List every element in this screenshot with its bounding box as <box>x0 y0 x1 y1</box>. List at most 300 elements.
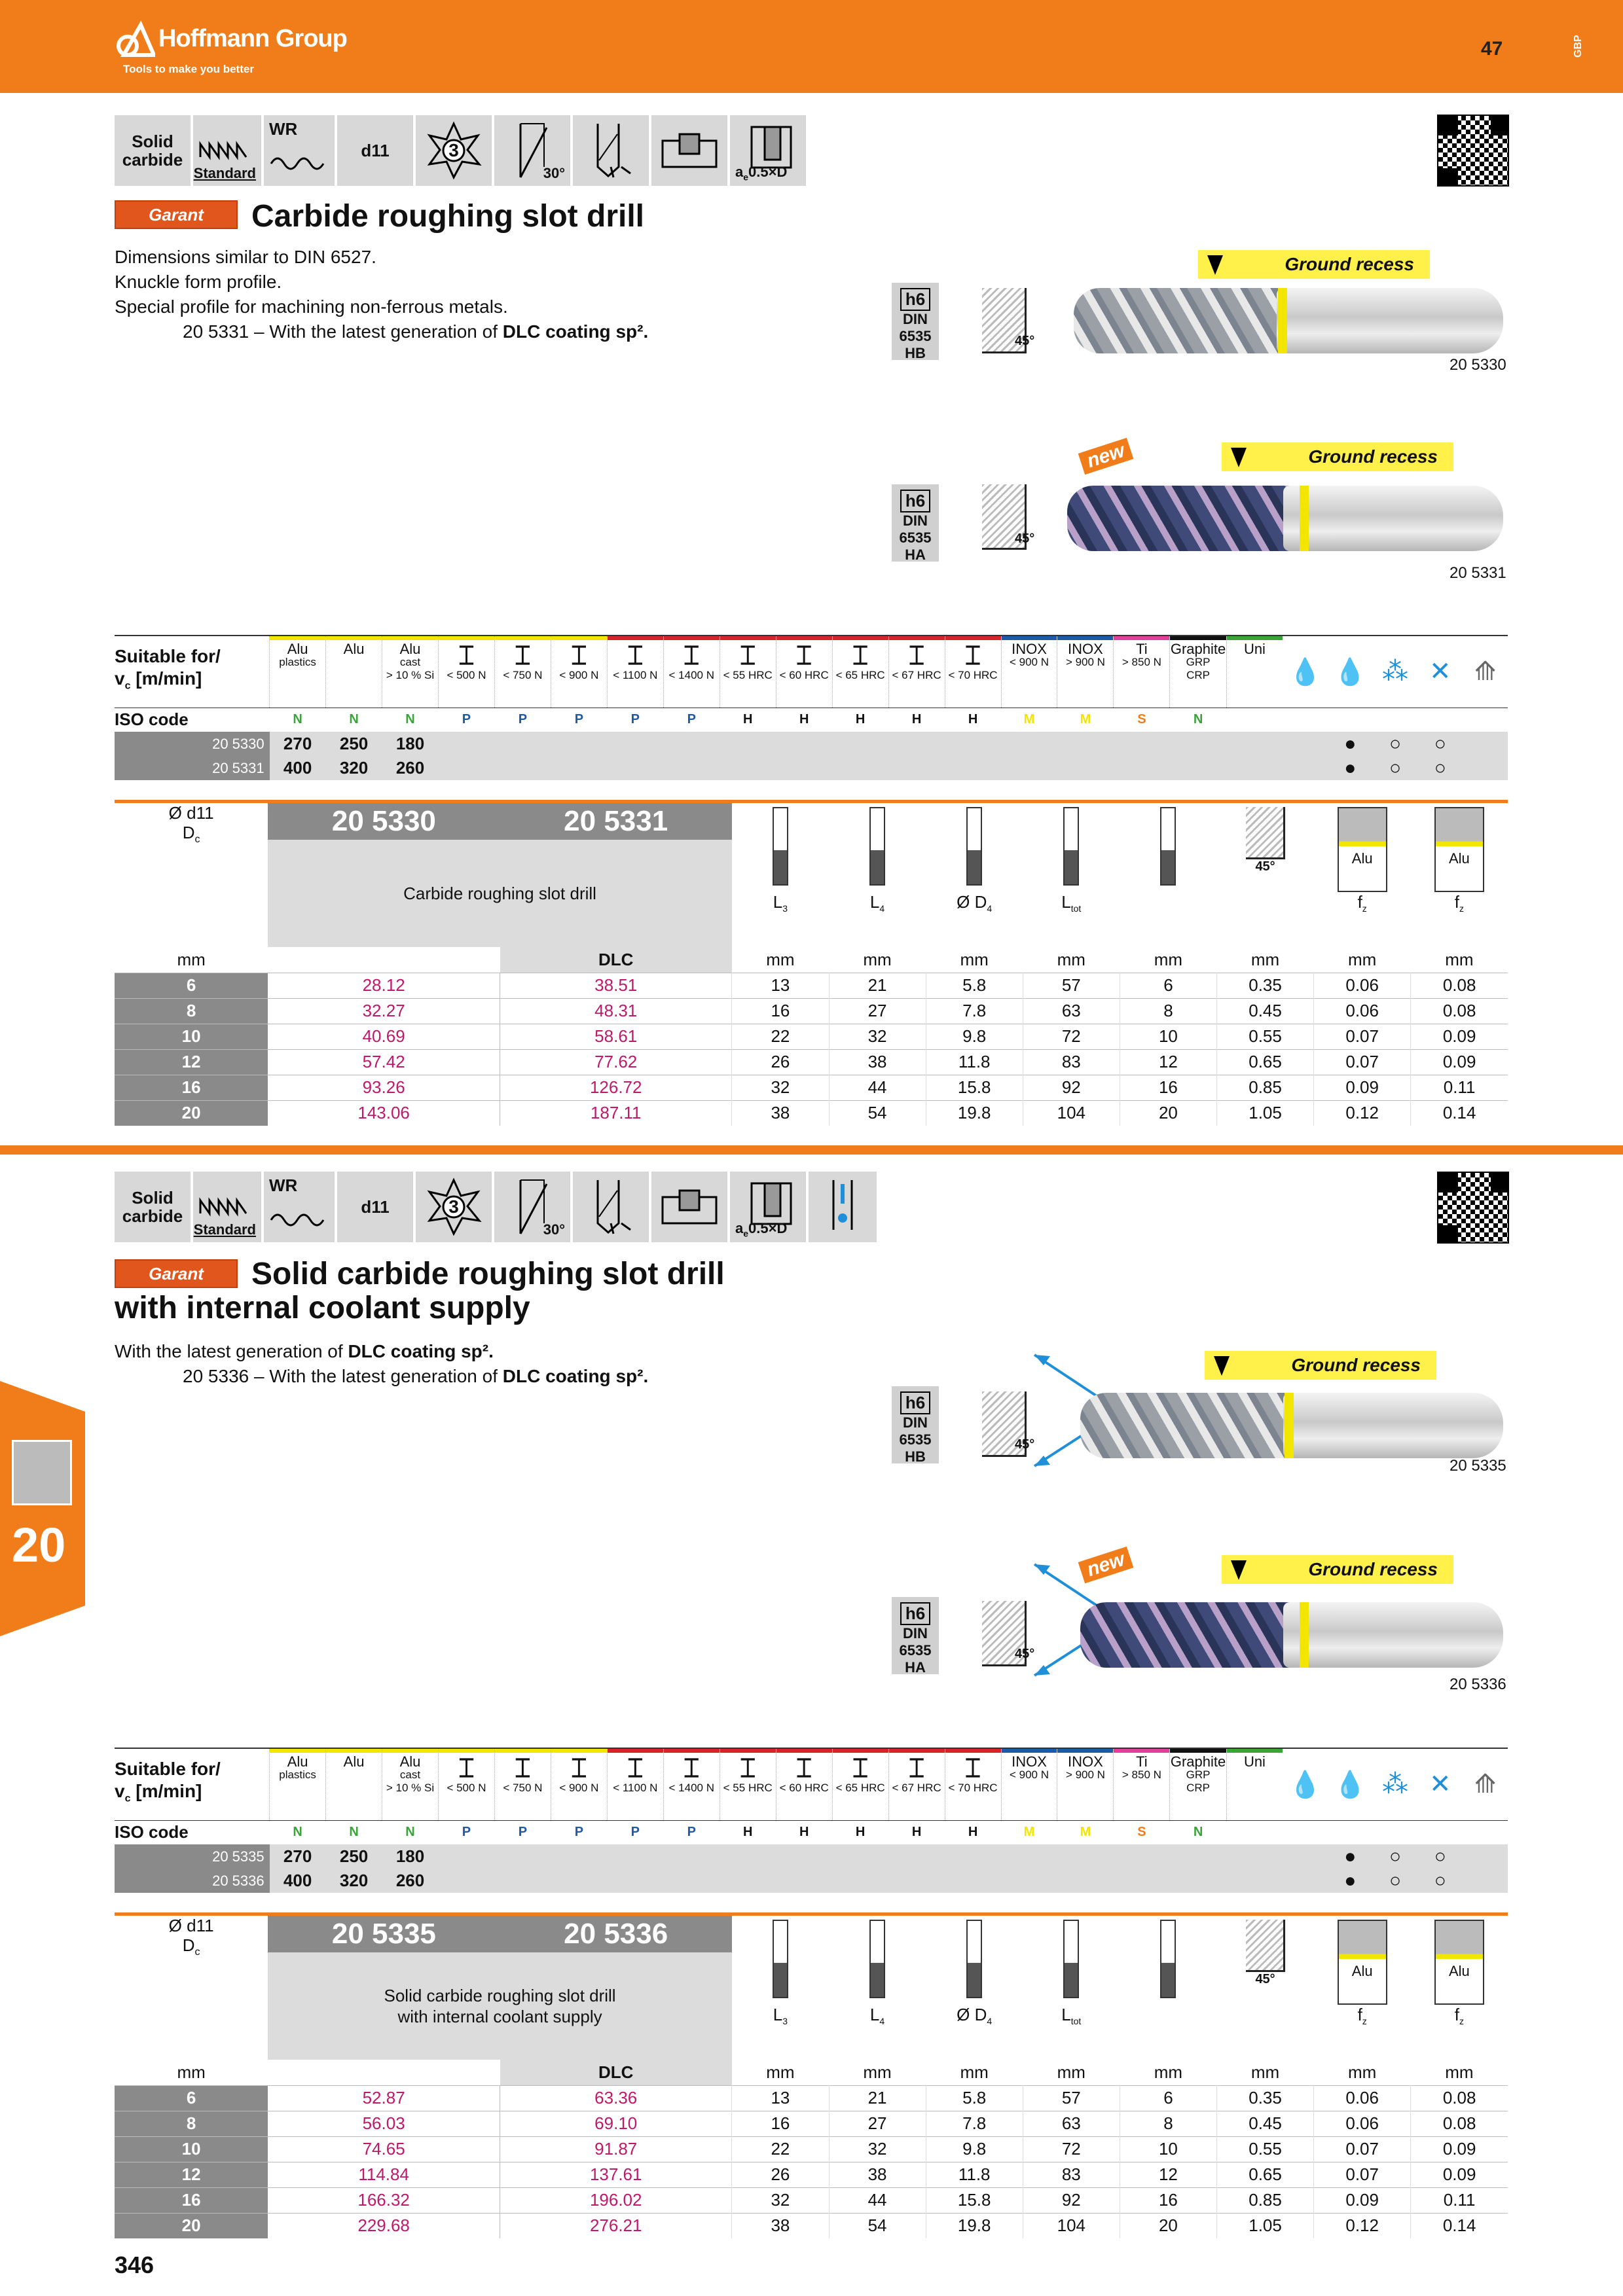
dimension-value: 0.55 <box>1217 1024 1314 1049</box>
dimension-value: 0.85 <box>1217 2187 1314 2213</box>
qr-code[interactable] <box>1437 115 1509 187</box>
material-column-header: ⌶ < 750 N <box>494 1748 551 1820</box>
dimension-value: 0.07 <box>1314 1024 1411 1049</box>
feature-strip <box>115 1172 877 1242</box>
dimension-value: 44 <box>829 2187 926 2213</box>
cutting-speed <box>1170 756 1226 780</box>
material-column-header: ⌶ < 55 HRC <box>720 1748 776 1820</box>
iso-code: H <box>968 712 978 727</box>
suitable-for-label: Suitable for/ $v_c$ [m/min] <box>115 646 221 692</box>
steel-beam-icon: ⌶ <box>684 1754 700 1783</box>
price-value: 48.31 <box>500 998 732 1024</box>
coolant-suitability: ○ <box>1434 732 1446 755</box>
iso-code: N <box>405 1825 415 1840</box>
steel-beam-icon: ⌶ <box>458 641 475 670</box>
mql-spray-icon: ⁂ <box>1382 1770 1409 1799</box>
diameter-value: 10 <box>115 1024 268 1049</box>
steel-beam-icon: ⌶ <box>571 641 587 670</box>
price-value: 187.11 <box>500 1100 732 1126</box>
side-milling-icon: $a_e0.5\times D$ <box>730 1172 806 1242</box>
price-value: 63.36 <box>500 2085 732 2111</box>
drill-flute-image <box>1080 1602 1296 1668</box>
product-title: Carbide roughing slot drill <box>251 199 644 234</box>
dimension-value: 0.65 <box>1217 2162 1314 2187</box>
cutting-speed <box>663 732 720 756</box>
table-row <box>115 1869 1508 1893</box>
steel-beam-icon: ⌶ <box>627 641 644 670</box>
dimension-value: 0.09 <box>1411 2162 1508 2187</box>
chapter-tab[interactable] <box>0 1381 85 1636</box>
neck-diameter-d4-icon: Ø $D_4$ <box>926 1916 1023 2060</box>
coating-label: DLC <box>500 2060 732 2085</box>
helix-angle-icon: 30° <box>494 115 570 186</box>
price-value: 229.68 <box>357 2215 410 2236</box>
unit-label: mm <box>1057 949 1085 969</box>
dimension-value: 32 <box>829 2136 926 2162</box>
new-badge: new <box>1078 438 1134 475</box>
dimension-value: 0.06 <box>1314 2085 1411 2111</box>
dimension-value: 32 <box>829 1024 926 1049</box>
footer-page-number: 346 <box>115 2251 155 2278</box>
dimension-value: 0.65 <box>1217 1049 1314 1075</box>
dimension-value: 19.8 <box>926 2213 1023 2238</box>
steel-beam-icon: ⌶ <box>909 1754 925 1783</box>
iso-code: H <box>911 1825 922 1840</box>
price-value: 40.69 <box>362 1026 405 1046</box>
price-value: 77.62 <box>500 1049 732 1075</box>
article-header: 20 5331 <box>500 803 732 840</box>
table-row <box>115 2136 1508 2162</box>
iso-code: P <box>574 1825 584 1840</box>
price-value: 91.87 <box>500 2136 732 2162</box>
product-name-cell: Carbide roughing slot drill <box>268 840 732 947</box>
unit-label: mm <box>1445 2062 1474 2082</box>
cutting-speed: 250 <box>339 1846 369 1866</box>
cutting-speed <box>1226 756 1283 780</box>
unit-label: mm <box>1250 2062 1280 2082</box>
iso-code: M <box>1080 1825 1091 1840</box>
table-row <box>115 1049 1508 1075</box>
cutting-speed <box>720 732 776 756</box>
cutting-speed <box>1001 1844 1057 1869</box>
cutting-speed <box>1226 1869 1283 1893</box>
steel-beam-icon: ⌶ <box>740 1754 756 1783</box>
material-column-header: Uni <box>1226 636 1283 708</box>
steel-beam-icon: ⌶ <box>796 1754 812 1783</box>
diameter-value: 8 <box>115 2111 268 2136</box>
article-number: 20 5336 <box>1450 1676 1506 1693</box>
cutting-speed <box>1001 756 1057 780</box>
unit-label: mm <box>863 949 892 969</box>
material-column-header: ⌶ < 900 N <box>551 1748 607 1820</box>
material-column-header: Alu cast > 10 % Si <box>382 1748 439 1820</box>
iso-code: H <box>968 1825 978 1840</box>
dimension-value: 0.07 <box>1314 2162 1411 2187</box>
dimension-value: 38 <box>829 1049 926 1075</box>
price-value: 276.21 <box>500 2213 732 2238</box>
suitability-table <box>115 1748 1508 1893</box>
recess-ring <box>1285 1393 1294 1458</box>
dimension-value: 0.09 <box>1411 2136 1508 2162</box>
article-header: 20 5336 <box>500 1916 732 1952</box>
dimension-value: 12 <box>1120 1049 1216 1075</box>
material-column-header: ⌶ < 750 N <box>494 636 551 708</box>
cutting-speed <box>832 1869 888 1893</box>
cutting-speed: 270 <box>283 734 312 753</box>
dimension-price-table <box>115 800 1508 1126</box>
wr-profile-icon: WR <box>264 1172 335 1242</box>
table-row <box>115 2111 1508 2136</box>
drill-flute-image <box>1067 486 1290 551</box>
feed-alu-icon: Alu $f_z$ <box>1314 803 1411 947</box>
air-icon: ⟰ <box>1474 657 1497 687</box>
iso-code: N <box>349 712 359 727</box>
price-value: 114.84 <box>358 2164 409 2184</box>
dimension-value: 22 <box>732 2136 829 2162</box>
diameter-value: 12 <box>115 2162 268 2187</box>
cutting-speed: 250 <box>339 734 369 753</box>
dimension-value: 27 <box>829 2111 926 2136</box>
diameter-value: 20 <box>115 2213 268 2238</box>
coolant-suitability: ○ <box>1389 732 1402 755</box>
suitable-for-label: Suitable for/ $v_c$ [m/min] <box>115 1759 221 1805</box>
diameter-value: 6 <box>115 2085 268 2111</box>
teeth-count-icon: 3 <box>416 1172 492 1242</box>
diameter-value: 20 <box>115 1100 268 1126</box>
article-number: 20 5330 <box>115 732 270 756</box>
brand-name: Hoffmann Group <box>158 25 347 52</box>
shank-tolerance-badge: h6 DIN 6535 HA <box>892 484 939 562</box>
tolerance-badge: d11 <box>337 1172 413 1242</box>
material-column-header: ⌶ < 55 HRC <box>720 636 776 708</box>
shank-tolerance-badge: h6 DIN 6535 HB <box>892 283 939 360</box>
table-row <box>115 973 1508 998</box>
steel-beam-icon: ⌶ <box>909 641 925 670</box>
cutting-speed <box>776 1844 832 1869</box>
cutting-speed <box>663 1869 720 1893</box>
cutting-speed <box>776 732 832 756</box>
dimension-value: 6 <box>1120 973 1216 998</box>
material-column-header: INOX < 900 N <box>1001 636 1057 708</box>
unit-label: mm <box>766 2062 795 2082</box>
price-value: 196.02 <box>500 2187 732 2213</box>
drill-shank-image <box>1283 1393 1503 1458</box>
shank-length-l3-icon: $L_3$ <box>732 803 829 947</box>
cutting-speed <box>945 1844 1001 1869</box>
steel-beam-icon: ⌶ <box>852 641 869 670</box>
table-row <box>115 1844 1508 1869</box>
iso-code: P <box>687 712 696 727</box>
material-column-header: Ti > 850 N <box>1114 1748 1170 1820</box>
total-length-icon: $L_{tot}$ <box>1023 803 1120 947</box>
price-value: 28.12 <box>362 975 405 995</box>
chamfer-angle: 45° <box>1015 531 1035 546</box>
iso-code: H <box>743 1825 753 1840</box>
iso-code: H <box>855 712 866 727</box>
material-column-header: Alu cast > 10 % Si <box>382 636 439 708</box>
iso-code: S <box>1137 1825 1146 1840</box>
iso-code <box>1226 708 1283 732</box>
dimension-value: 0.11 <box>1411 2187 1508 2213</box>
garant-logo: Garant <box>115 1259 238 1288</box>
cutting-speed <box>1001 732 1057 756</box>
material-column-header: Alu <box>326 636 382 708</box>
dimension-value: 9.8 <box>926 2136 1023 2162</box>
table-row <box>115 2187 1508 2213</box>
iso-code <box>1226 1820 1283 1844</box>
mql-spray-icon: ⁂ <box>1382 657 1409 687</box>
coolant-suitability: ● <box>1344 757 1357 779</box>
dimension-value: 0.06 <box>1314 998 1411 1024</box>
feed-alu-cast-icon: Alu $f_z$ <box>1411 1916 1508 2060</box>
cutting-speed <box>1170 1869 1226 1893</box>
dimension-value: 0.12 <box>1314 2213 1411 2238</box>
material-column-header: ⌶ < 67 HRC <box>888 636 945 708</box>
dimension-value: 0.14 <box>1411 2213 1508 2238</box>
iso-code: N <box>1193 712 1203 727</box>
cutting-speed <box>607 756 663 780</box>
diameter-header: Ø d11 $D_c$ <box>168 1916 214 1958</box>
dimension-value: 0.35 <box>1217 2085 1314 2111</box>
dry-icon: ✕ <box>1429 1770 1451 1799</box>
unit-label: mm <box>960 2062 989 2082</box>
article-number: 20 5336 <box>115 1869 270 1893</box>
dimension-value: 13 <box>732 2085 829 2111</box>
dimension-value: 54 <box>829 1100 926 1126</box>
recess-ring <box>1300 486 1309 551</box>
dimension-value: 13 <box>732 973 829 998</box>
cutting-speed <box>888 756 945 780</box>
unit-label: mm <box>960 949 989 969</box>
dimension-value: 32 <box>732 2187 829 2213</box>
dimension-value: 0.08 <box>1411 2111 1508 2136</box>
price-value: 52.87 <box>362 2088 405 2108</box>
dimension-value: 0.14 <box>1411 1100 1508 1126</box>
dimension-value: 7.8 <box>926 998 1023 1024</box>
iso-code: H <box>743 712 753 727</box>
air-icon: ⟰ <box>1474 1770 1497 1799</box>
iso-code: N <box>293 712 302 727</box>
iso-code: S <box>1137 712 1146 727</box>
solid-carbide-badge: Solid carbide <box>115 1172 191 1242</box>
slot-milling-icon <box>651 1172 727 1242</box>
dimension-value: 92 <box>1023 1075 1120 1100</box>
iso-code: M <box>1080 712 1091 727</box>
dimension-value: 5.8 <box>926 2085 1023 2111</box>
unit-label: mm <box>177 2062 206 2082</box>
side-milling-icon: $a_e0.5\times D$ <box>730 115 806 186</box>
dimension-value: 92 <box>1023 2187 1120 2213</box>
unit-label: mm <box>1154 949 1183 969</box>
dimension-value: 0.07 <box>1314 1049 1411 1075</box>
iso-code: N <box>293 1825 302 1840</box>
plunge-direction-icon <box>573 1172 649 1242</box>
material-column-header: ⌶ < 900 N <box>551 636 607 708</box>
neck-diameter-d4-icon: Ø $D_4$ <box>926 803 1023 947</box>
dimension-value: 11.8 <box>926 2162 1023 2187</box>
price-value: 57.42 <box>362 1052 405 1071</box>
drill-flute-image <box>1074 288 1283 353</box>
iso-code: P <box>574 712 584 727</box>
coolant-drop-icon: 💧 <box>1334 1770 1367 1799</box>
cutting-speed <box>888 732 945 756</box>
cutting-speed <box>720 1869 776 1893</box>
iso-code: H <box>799 712 809 727</box>
material-column-header: Graphite GRP CRP <box>1170 636 1226 708</box>
internal-coolant-icon <box>809 1172 877 1242</box>
table-row <box>115 2162 1508 2187</box>
article-number: 20 5331 <box>1450 564 1506 582</box>
cutting-speed <box>494 756 551 780</box>
material-column-header: ⌶ < 65 HRC <box>832 1748 888 1820</box>
dimension-value: 7.8 <box>926 2111 1023 2136</box>
dimension-value: 16 <box>732 998 829 1024</box>
dimension-value: 83 <box>1023 1049 1120 1075</box>
drill-chapter-icon <box>12 1440 72 1505</box>
dimension-value: 16 <box>1120 1075 1216 1100</box>
cutting-speed <box>607 732 663 756</box>
cutting-speed <box>888 1844 945 1869</box>
unit-label: mm <box>1445 949 1474 969</box>
cutting-speed: 260 <box>395 758 425 778</box>
iso-code: H <box>911 712 922 727</box>
cutting-speed <box>1114 1869 1170 1893</box>
dimension-price-table <box>115 1912 1508 2238</box>
material-column-header: ⌶ < 500 N <box>438 636 494 708</box>
table-row <box>115 1100 1508 1126</box>
cutting-speed <box>776 756 832 780</box>
iso-code: P <box>630 712 640 727</box>
unit-label: mm <box>1057 2062 1085 2082</box>
price-value: 143.06 <box>357 1103 410 1123</box>
neck-length-l4-icon: $L_4$ <box>829 1916 926 2060</box>
material-column-header: INOX > 900 N <box>1057 1748 1114 1820</box>
feature-strip <box>115 115 806 186</box>
material-column-header: ⌶ < 70 HRC <box>945 636 1001 708</box>
dimension-value: 5.8 <box>926 973 1023 998</box>
dimension-value: 83 <box>1023 2162 1120 2187</box>
iso-code: M <box>1023 1825 1035 1840</box>
article-header: 20 5335 <box>268 1916 500 1952</box>
cutting-speed <box>494 1869 551 1893</box>
table-row <box>115 732 1508 756</box>
dimension-value: 27 <box>829 998 926 1024</box>
dimension-value: 0.12 <box>1314 1100 1411 1126</box>
material-column-header: Graphite GRP CRP <box>1170 1748 1226 1820</box>
dimension-value: 0.45 <box>1217 998 1314 1024</box>
dimension-value: 16 <box>1120 2187 1216 2213</box>
dimension-value: 0.09 <box>1411 1049 1508 1075</box>
drill-flute-image <box>1080 1393 1290 1458</box>
cutting-speed <box>551 1869 607 1893</box>
cutting-speed: 320 <box>339 1871 369 1890</box>
product-name-cell: Solid carbide roughing slot drill with internal coolant supply <box>268 1952 732 2060</box>
dimension-value: 57 <box>1023 973 1120 998</box>
article-number: 20 5335 <box>1450 1457 1506 1475</box>
unit-label: mm <box>177 949 206 969</box>
wr-profile-icon: WR <box>264 115 335 186</box>
brand-tagline: Tools to make you better <box>123 63 254 75</box>
cutting-speed <box>1170 1844 1226 1869</box>
coating-label: DLC <box>500 947 732 973</box>
iso-code: P <box>630 1825 640 1840</box>
cutting-diameter-icon <box>1120 803 1216 947</box>
unit-label: mm <box>863 2062 892 2082</box>
cutting-speed: 400 <box>283 758 312 778</box>
price-value: 58.61 <box>500 1024 732 1049</box>
cutting-speed <box>832 1844 888 1869</box>
qr-code[interactable] <box>1437 1172 1509 1244</box>
coolant-suitability: ○ <box>1389 1869 1402 1892</box>
steel-beam-icon: ⌶ <box>740 641 756 670</box>
coolant-suitability: ○ <box>1434 1845 1446 1867</box>
product-description: Dimensions similar to DIN 6527. Knuckle form profile. Special profile for machining non-ferrous metals. 20 5331 – With the latest generation of DLC coating sp². <box>115 247 649 342</box>
iso-code: P <box>462 1825 471 1840</box>
steel-beam-icon: ⌶ <box>965 1754 981 1783</box>
table-row <box>115 2213 1508 2238</box>
dimension-value: 0.08 <box>1411 2085 1508 2111</box>
material-column-header: ⌶ < 1100 N <box>607 636 663 708</box>
chamfer-angle: 45° <box>1015 1437 1035 1452</box>
coolant-suitability: ○ <box>1434 1869 1446 1892</box>
coolant-suitability: ● <box>1344 732 1357 755</box>
coolant-suitability: ○ <box>1389 1845 1402 1867</box>
emulsion-drop-icon: 💧 <box>1288 1770 1322 1799</box>
cutting-speed <box>1057 1844 1114 1869</box>
cutting-speed <box>551 756 607 780</box>
coolant-suitability: ● <box>1344 1869 1357 1892</box>
dimension-value: 0.08 <box>1411 998 1508 1024</box>
iso-code-label: ISO code <box>115 709 189 730</box>
coolant-suitability: ○ <box>1389 757 1402 779</box>
product-description: With the latest generation of DLC coating sp². 20 5336 – With the latest generation of DLC coating sp². <box>115 1341 649 1386</box>
unit-label: mm <box>1348 2062 1377 2082</box>
dimension-value: 0.09 <box>1314 2187 1411 2213</box>
dimension-value: 11.8 <box>926 1049 1023 1075</box>
tolerance-badge: d11 <box>337 115 413 186</box>
dimension-value: 38 <box>732 2213 829 2238</box>
cutting-speed <box>663 756 720 780</box>
steel-beam-icon: ⌶ <box>965 641 981 670</box>
dimension-value: 1.05 <box>1217 2213 1314 2238</box>
price-value: 56.03 <box>362 2113 405 2133</box>
shank-length-l3-icon: $L_3$ <box>732 1916 829 2060</box>
dimension-value: 6 <box>1120 2085 1216 2111</box>
price-value: 74.65 <box>362 2139 405 2159</box>
product-title-line2: with internal coolant supply <box>115 1291 530 1325</box>
ground-recess-label: Ground recess <box>1205 1351 1436 1380</box>
cutting-speed <box>663 1844 720 1869</box>
cutting-speed <box>438 1844 494 1869</box>
diameter-value: 12 <box>115 1049 268 1075</box>
cutting-speed <box>1170 732 1226 756</box>
dimension-value: 72 <box>1023 2136 1120 2162</box>
suitability-table <box>115 635 1508 780</box>
chamfer-angle: 45° <box>1015 334 1035 348</box>
feed-alu-cast-icon: Alu $f_z$ <box>1411 803 1508 947</box>
material-column-header: ⌶ < 70 HRC <box>945 1748 1001 1820</box>
iso-code: N <box>349 1825 359 1840</box>
steel-beam-icon: ⌶ <box>627 1754 644 1783</box>
dimension-value: 0.08 <box>1411 973 1508 998</box>
hoffmann-logo-icon <box>115 20 155 60</box>
dimension-value: 0.07 <box>1314 2136 1411 2162</box>
dimension-value: 20 <box>1120 2213 1216 2238</box>
material-column-header: ⌶ < 1400 N <box>663 1748 720 1820</box>
product-title: Solid carbide roughing slot drill <box>251 1257 725 1291</box>
steel-beam-icon: ⌶ <box>515 1754 531 1783</box>
cutting-speed <box>607 1869 663 1893</box>
